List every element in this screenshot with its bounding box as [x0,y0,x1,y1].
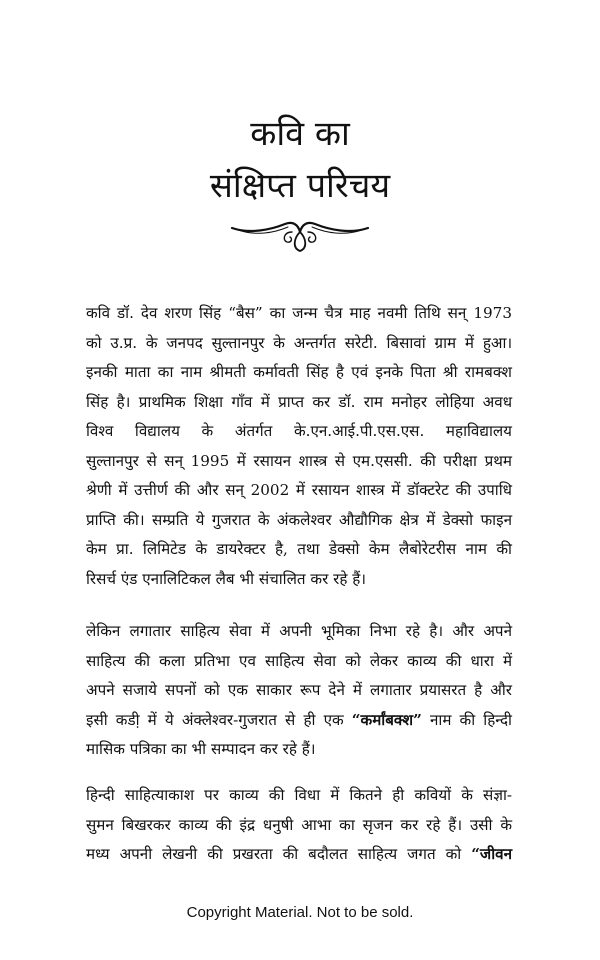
bold-quote-start: “जीवन [471,845,512,863]
text-line: को उ.प्र. के जनपद सुल्तानपुर के अन्तर्गत सरेटी. बिसावां ग्राम में हुआ। [86,333,513,352]
text-fragment: मध्य अपनी लेखनी की प्रखरता की बदौलत साहित्य जगत को [86,845,472,863]
text-line: प्राप्ति की। सम्प्रति ये गुजरात के अंकलेश्वर औद्यौगिक क्षेत्र में डेक्सो फाइन [86,510,512,529]
page-title-line-2: संक्षिप्त परिचय [209,166,391,206]
text-line: हिन्दी साहित्याकाश पर काव्य की विधा में कितने ही कवियों के संज्ञा- [86,786,513,804]
text-line: अपने सजाये सपनों को एक साकार रूप देने में लगातार प्रयासरत है और [86,681,512,699]
paragraph-2 [86,617,512,765]
text-line: लेकिन लगातार साहित्य सेवा में अपनी भूमिका निभा रहे है। और अपने [86,622,512,640]
text-line: सिंह है। प्राथमिक शिक्षा गाँव में प्राप्त कर डॉ. राम मनोहर लोहिया अवध [86,392,513,411]
text-fragment: इसी कडी़ में ये अंक्लेश्वर-गुजरात से ही एक [86,710,352,729]
copyright-notice: Copyright Material. Not to be sold. [186,904,414,921]
text-line: कवि डॉ. देव शरण सिंह “बैस” का जन्म चैत्र माह नवमी तिथि सन् 1973 [86,304,512,322]
text-line: केम प्रा. लिमिटेड के डायरेक्टर है, तथा डेक्सो केम लैबोरेटरीस नाम की [86,540,512,558]
text-line: मासिक पत्रिका का भी सम्पादन कर रहे हैं। [86,740,316,758]
page-title-line-1: कवि का [250,114,350,154]
flourish-divider-icon [230,218,370,254]
text-line: रिसर्च एंड एनालिटिकल लैब भी संचालित कर रहे हैं। [86,569,367,588]
text-line: सुल्तानपुर से सन् 1995 में रसायन शास्त्र से एम.एससी. की परीक्षा प्रथम [86,451,512,470]
text-line: सुमन बिखरकर काव्य की इंद्र धनुषी आभा का सृजन कर रहे हैं। उसी के [86,815,512,834]
paragraph-1 [86,299,512,594]
paragraph-3 [86,781,512,870]
text-line [86,706,512,736]
text-line: साहित्य की कला प्रतिभा एव साहित्य सेवा को लेकर काव्य की धारा में [86,651,513,670]
text-line: विश्व विद्यालय के अंतर्गत के.एन.आई.पी.एस.एस. महाविद्यालय [86,422,512,440]
text-line: श्रेणी में उत्तीर्ण की और सन् 2002 में रसायन शास्त्र में डॉक्टरेट की उपाधि [86,481,512,499]
text-fragment: नाम की हिन्दी [421,710,512,729]
magazine-name: “कर्मांबक्श” [351,710,422,729]
text-line [86,840,512,870]
text-line: इनकी माता का नाम श्रीमती कर्मावती सिंह है एवं इनके पिता श्री रामबक्श [86,363,512,381]
